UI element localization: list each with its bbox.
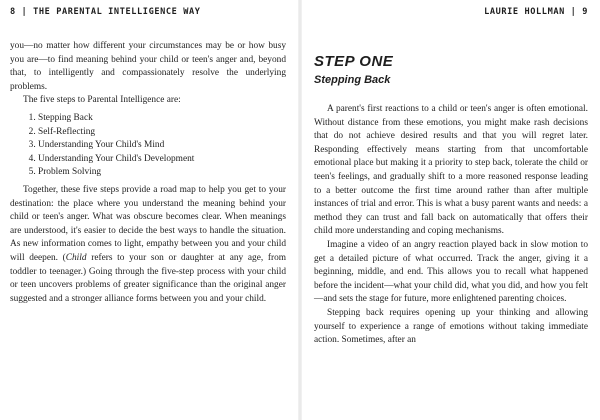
left-paragraph-3 [10,184,286,306]
right-paragraph-1: A parent's first reactions to a child or teen's anger is often emotional. Without distance from these emotions, you might make rash decisions that do not achieve desired results and that you will regret later. Responding effectively means starting from that uncomfortable emotional place but making it a priority to step back, tolerate the child or teen's feelings, and gradually shift to a more reasoned response leading to a better outcome the first time around rather than after multiple instances of trial and error. This is what a busy parent wants and needs: a method they can trust and fall back on automatically that offers their child more understanding and coping mechanisms. [314,104,588,237]
step-subtitle: Stepping Back [314,74,391,86]
steps-list-item: 4. Understanding Your Child's Development [38,153,286,167]
right-running-head: LAURIE HOLLMAN | 9 [484,7,588,17]
steps-list-item: 2. Self-Reflecting [38,126,286,140]
left-running-head: 8 | THE PARENTAL INTELLIGENCE WAY [10,7,201,17]
steps-list [10,112,286,180]
left-paragraph-3-emphasis: Child [65,252,87,263]
left-body [10,40,286,306]
left-paragraph-2: The five steps to Parental Intelligence are: [23,95,181,106]
right-page [300,0,600,420]
step-title: STEP ONE [314,53,394,70]
left-paragraph-1: you—no matter how different your circumstances may be or how busy you are—to find meaning behind your child or teen's anger and, beyond that, to intelligently and compassionately resolve the underlying problems. [10,41,286,92]
right-paragraph-3: Stepping back requires opening up your thinking and allowing yourself to experience a range of emotions without taking immediate action. Sometimes, after an [314,307,588,346]
right-paragraph-2: Imagine a video of an angry reaction played back in slow motion to get a detailed picture of what occurred. Track the anger, giving it a beginning, middle, and end. This allows you to recall what happened before the incident—what your child did, what you did, and how you felt—and sets the stage for future, more enlightened parenting choices. [314,239,588,305]
steps-list-item: 1. Stepping Back [38,112,286,126]
left-paragraph-3-part-b: refers to your son or daughter at any age, from toddler to teenager.) Going through the five-step process with your child or teen uncovers problems of greater significance than the original anger suggested and a stronger alliance forms between you and your child. [10,252,287,304]
steps-list-item: 5. Problem Solving [38,166,286,180]
left-paragraph-3-part-a: Together, these five steps provide a road map to help you get to your destination: the place where you understand the meaning behind your child or teen's anger. What was obscure becomes clear. When meanings are understood, it's easier to decide the best ways to handle the situation. As new information comes to light, empathy between you and your child will deepen. ( [10,184,286,263]
steps-list-item: 3. Understanding Your Child's Mind [38,139,286,153]
